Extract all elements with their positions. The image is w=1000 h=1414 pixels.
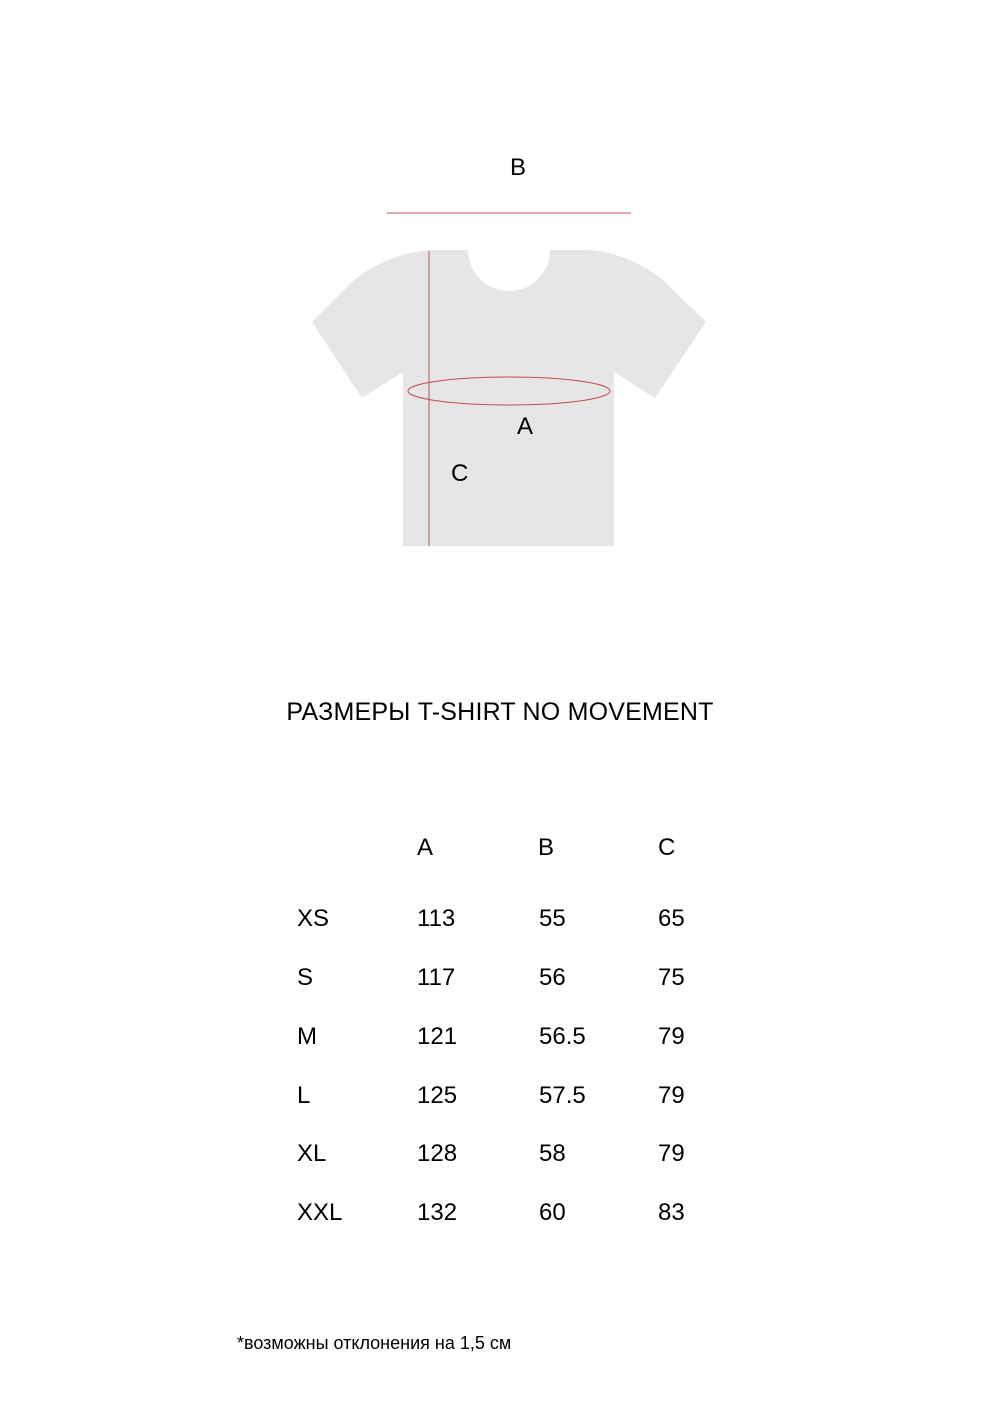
value-a: 128 bbox=[417, 1140, 458, 1167]
value-b: 58 bbox=[539, 1140, 566, 1167]
value-a: 132 bbox=[417, 1199, 458, 1226]
diagram-label-a: A bbox=[517, 413, 534, 440]
size-label: M bbox=[297, 1023, 317, 1050]
table-header-b: B bbox=[538, 834, 555, 861]
size-label: XXL bbox=[297, 1199, 343, 1226]
value-a: 121 bbox=[417, 1023, 458, 1050]
tshirt-diagram-svg bbox=[0, 0, 1000, 600]
value-c: 83 bbox=[658, 1199, 685, 1226]
value-a: 125 bbox=[417, 1082, 458, 1109]
value-b: 55 bbox=[539, 905, 566, 932]
size-chart-title: РАЗМЕРЫ T-SHIRT NO MOVEMENT bbox=[286, 698, 714, 726]
value-b: 56 bbox=[539, 964, 566, 991]
value-b: 56.5 bbox=[539, 1023, 586, 1050]
value-c: 65 bbox=[658, 905, 685, 932]
value-c: 75 bbox=[658, 964, 685, 991]
table-header-c: C bbox=[658, 834, 676, 861]
footnote-tolerance: *возможны отклонения на 1,5 см bbox=[237, 1333, 512, 1353]
size-label: L bbox=[297, 1082, 311, 1109]
tshirt-shape bbox=[312, 250, 706, 546]
value-c: 79 bbox=[658, 1140, 685, 1167]
value-b: 57.5 bbox=[539, 1082, 586, 1109]
size-label: XL bbox=[297, 1140, 327, 1167]
size-label: XS bbox=[297, 905, 330, 932]
diagram-label-b: B bbox=[510, 154, 527, 181]
table-header-a: A bbox=[417, 834, 434, 861]
value-a: 117 bbox=[417, 964, 456, 991]
value-c: 79 bbox=[658, 1023, 685, 1050]
tshirt-measurement-diagram bbox=[0, 0, 1000, 600]
value-a: 113 bbox=[417, 905, 456, 932]
size-label: S bbox=[297, 964, 314, 991]
value-c: 79 bbox=[658, 1082, 685, 1109]
diagram-label-c: C bbox=[451, 460, 469, 487]
value-b: 60 bbox=[539, 1199, 566, 1226]
